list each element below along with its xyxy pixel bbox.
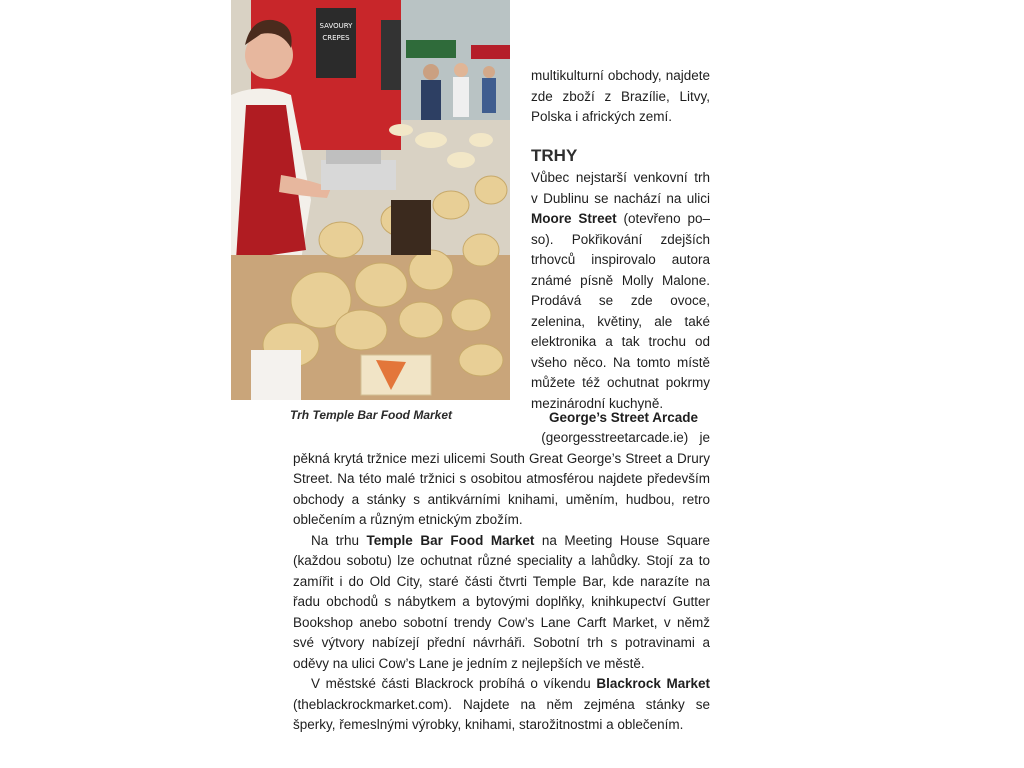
section-heading: TRHY xyxy=(531,146,578,165)
temple-bar-paragraph: Na trhu Temple Bar Food Market na Meeting House Square (každou sobotu) lze ochutnat různé speciality a lahůdky. Stojí za to zamířit i do Old City, staré části čtvrti Temple Bar, kde narazíte na řadu obchodů s nábytkem a bytovými doplňky, knihkupectví Gutter Bookshop anebo sobotní trendy Cow’s Lane Carft Market, v němž své výtvory nabízejí přední návrháři. Sobotní trh s potravinami a oděvy na ulici Cow’s Lane je jedním z nejlepších ve městě. xyxy=(293,532,710,671)
blackrock-paragraph: V městské části Blackrock probíhá o víkendu Blackrock Market (theblackrockmarket.com). Najdete na něm zejména stánky se šperky, řemeslnými výrobky, knihami, starožitnostmi a oblečením. xyxy=(293,676,711,732)
svg-text:CREPES: CREPES xyxy=(322,34,350,42)
georges-arcade-title-line xyxy=(531,408,710,429)
temple-bar-name: Temple Bar Food Market xyxy=(366,532,535,548)
full-width-text xyxy=(293,428,710,736)
moore-street-name: Moore Street xyxy=(531,211,617,226)
blackrock-name: Blackrock Market xyxy=(596,676,711,691)
market-photo xyxy=(231,0,510,400)
georges-arcade-head xyxy=(531,408,710,429)
stall-sign-text: SAVOURY xyxy=(319,22,353,30)
cheese-stall-illustration xyxy=(231,0,510,400)
trhy-section xyxy=(531,146,710,414)
georges-arcade-paragraph: (georgesstreetarcade.ie) je pěkná krytá tržnice mezi ulicemi South Great George’s Street a Drury Street. Na této malé tržnici s osobitou atmosférou najdete především obchody a stánky s antikvárními knihami, uměním, hudbou, retro oblečením a různým etnickým zbožím. xyxy=(293,430,710,527)
moore-street-paragraph: Vůbec nejstarší venkovní trh v Dublinu se nachází na ulici Moore Street (otevřeno po–so). Pokřikování zdejších trhovců inspirovalo autora známé písně Molly Malone. Prodává se zde ovoce, zelenina, květiny, ale také elektronika a tak trochu od všeho něco. Na tomto místě můžete též ochutnat pokrmy mezinárodní kuchyně. xyxy=(531,170,710,411)
photo-caption: Trh Temple Bar Food Market xyxy=(290,408,453,422)
georges-arcade-name: George’s Street Arcade xyxy=(549,410,699,425)
intro-paragraph: multikulturní obchody, najdete zde zboží z Brazílie, Litvy, Polska i afrických zemí. xyxy=(531,68,710,124)
